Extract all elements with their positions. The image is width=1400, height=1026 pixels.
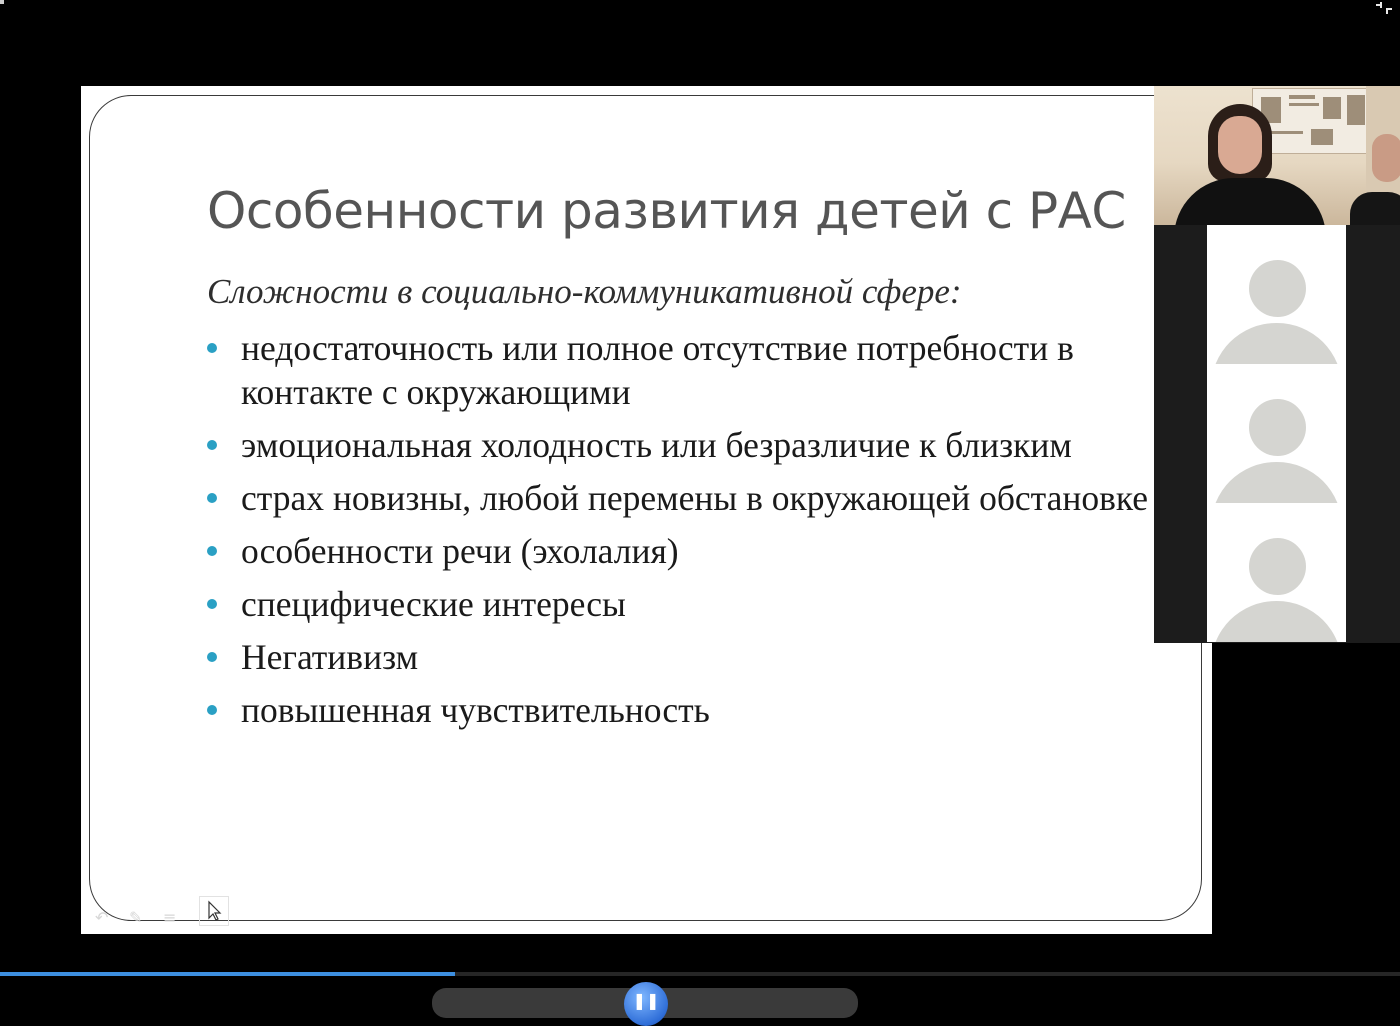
participant-tile[interactable] — [1207, 503, 1346, 642]
bullet-item: Негативизм — [207, 635, 1167, 679]
bullet-dot-icon — [207, 440, 217, 450]
bullet-item: эмоциональная холодность или безразличие к близким — [207, 423, 1167, 467]
avatar-head-icon — [1249, 538, 1306, 595]
participant-person — [1174, 96, 1294, 225]
bullet-item: специфические интересы — [207, 582, 1167, 626]
back-arrow-icon[interactable]: ↶ — [95, 908, 109, 927]
slide-subtitle: Сложности в социально-коммуникативной сфере: — [207, 272, 962, 311]
bullet-list — [207, 326, 1167, 741]
bullet-dot-icon — [207, 599, 217, 609]
bullet-item: страх новизны, любой перемены в окружающей обстановке — [207, 476, 1167, 520]
avatar-body-icon — [1211, 601, 1342, 642]
participant-tile[interactable] — [1207, 225, 1346, 364]
bullet-dot-icon — [207, 493, 217, 503]
exit-fullscreen-icon[interactable] — [1376, 2, 1394, 12]
bullet-dot-icon — [207, 546, 217, 556]
participant-person — [1350, 134, 1400, 225]
bullet-dot-icon — [207, 652, 217, 662]
bullet-item: особенности речи (эхолалия) — [207, 529, 1167, 573]
slide-toolbar — [95, 900, 235, 930]
avatar-body-icon — [1211, 462, 1342, 503]
participant-tile[interactable] — [1207, 364, 1346, 503]
avatar-body-icon — [1211, 323, 1342, 364]
bullet-item: повышенная чувствительность — [207, 688, 1167, 732]
window-corner-left — [0, 0, 4, 4]
menu-icon[interactable]: ≡ — [163, 908, 177, 927]
avatar-head-icon — [1249, 399, 1306, 456]
presentation-slide — [81, 86, 1212, 934]
participants-panel — [1154, 86, 1400, 643]
pen-icon[interactable]: ✎ — [129, 908, 143, 927]
bullet-item: недостаточность или полное отсутствие потребности в контакте с окружающими — [207, 326, 1167, 414]
participant-video[interactable] — [1154, 86, 1400, 225]
slide-title: Особенности развития детей с РАС — [207, 182, 1126, 240]
pause-icon[interactable]: ❚❚ — [624, 982, 668, 1026]
bullet-dot-icon — [207, 343, 217, 353]
pointer-cursor-icon[interactable] — [199, 896, 229, 926]
playback-progress-bar[interactable] — [0, 972, 1400, 976]
bullet-dot-icon — [207, 705, 217, 715]
playback-progress-fill — [0, 972, 455, 976]
avatar-head-icon — [1249, 260, 1306, 317]
